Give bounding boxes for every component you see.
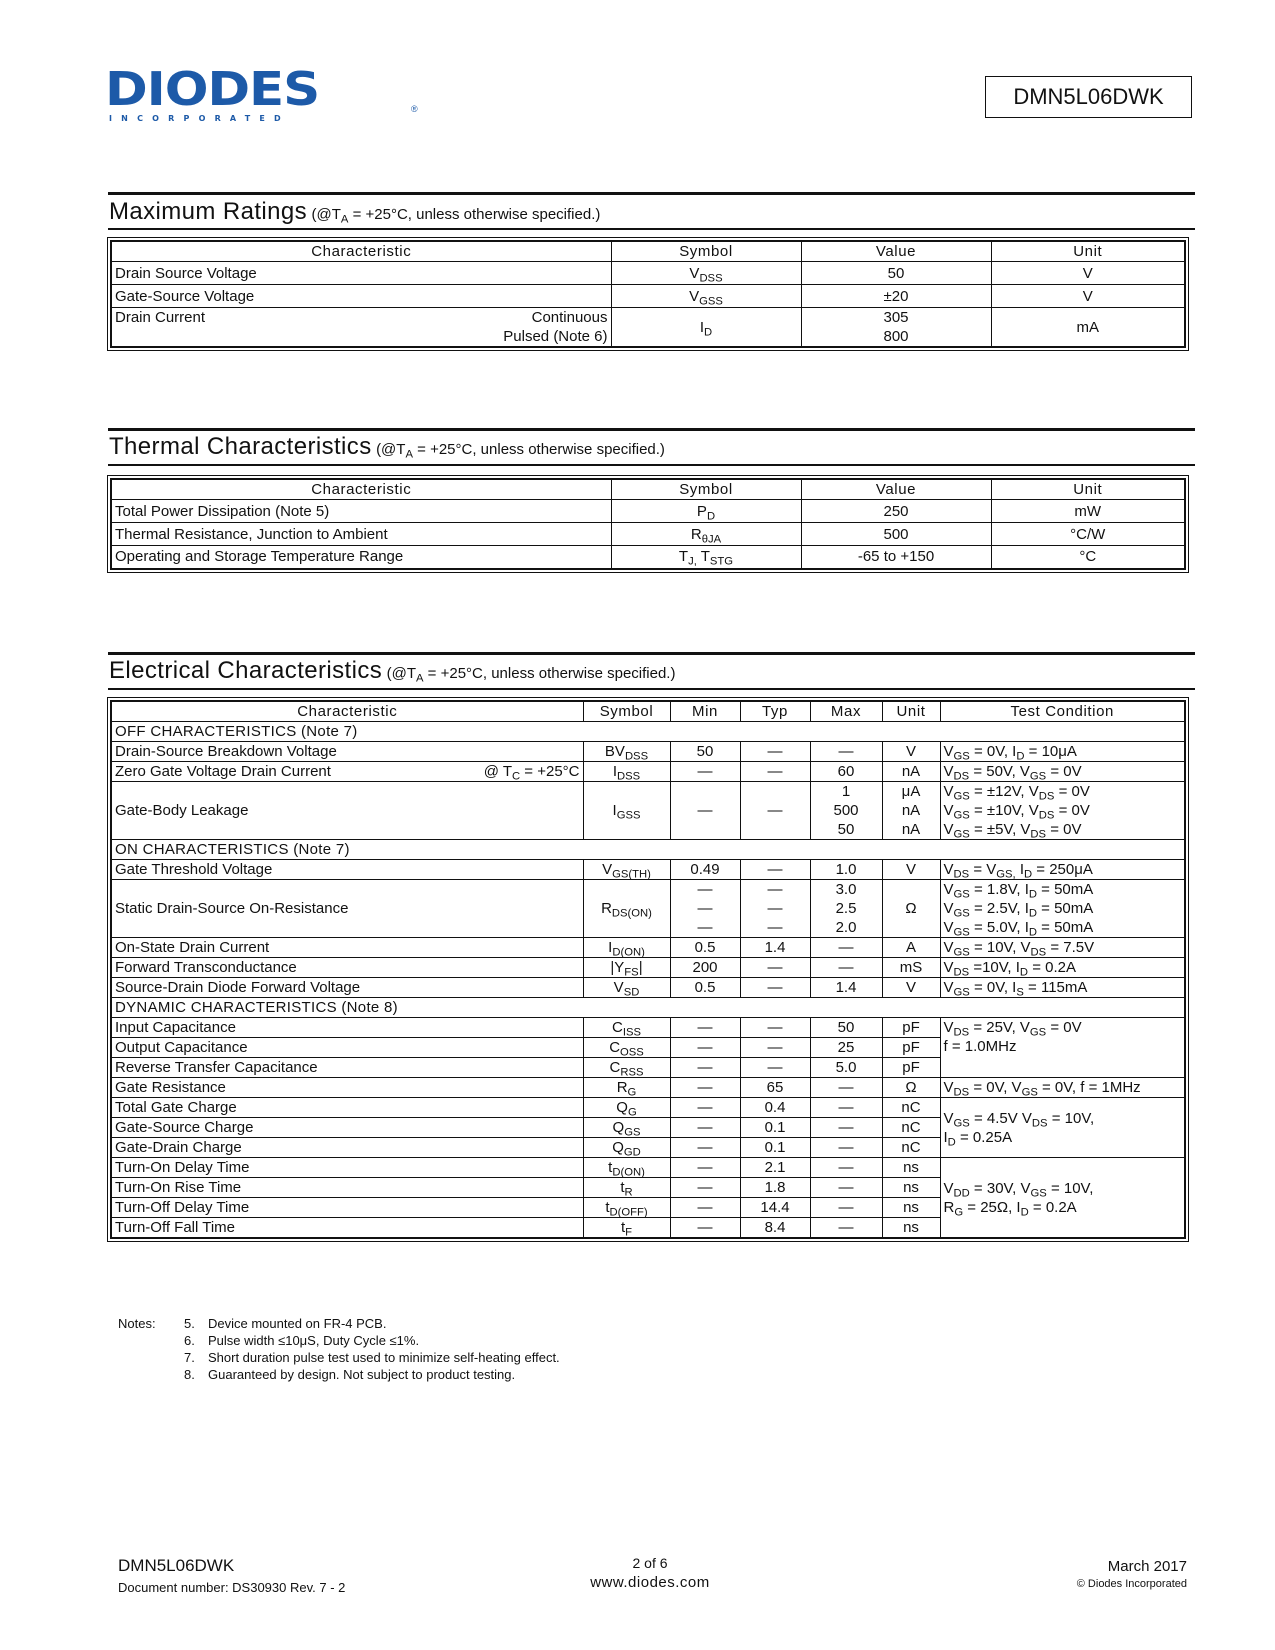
max-cell: — [810, 1178, 882, 1198]
test-condition-cell: $V_{GS} = 1.8V$, $I_D = 50mA$ $V_{GS} = 2.5V$, $I_D = 50mA$ $V_{GS} = 5.0V$, $I_D = 50mA$ [940, 880, 1185, 938]
typ-cell: — [740, 742, 810, 762]
unit-cell: mW [991, 500, 1185, 523]
col-header: Symbol [583, 701, 670, 722]
characteristic-cell: On-State Drain Current [111, 938, 583, 958]
max-cell: 1.4 [810, 978, 882, 998]
symbol-cell: $Q_{GD}$ [583, 1138, 670, 1158]
electrical-heading [109, 656, 675, 689]
col-header: Symbol [611, 479, 801, 500]
typ-cell: — [740, 860, 810, 880]
diodes-logo [105, 62, 418, 134]
symbol-cell: $t_{D(ON)}$ [583, 1158, 670, 1178]
unit-cell: Ω [882, 1078, 940, 1098]
col-header: Characteristic [111, 241, 611, 262]
unit-cell: ns [882, 1158, 940, 1178]
typ-cell: — [740, 782, 810, 840]
footer-date: March 2017 [1107, 1558, 1187, 1575]
characteristic-cell: Gate Threshold Voltage [111, 860, 583, 880]
unit-cell: V [991, 262, 1185, 285]
min-cell: — [670, 1098, 740, 1118]
col-header: Unit [991, 479, 1185, 500]
unit-cell: V [882, 742, 940, 762]
col-header: Unit [882, 701, 940, 722]
symbol-cell: $Q_G$ [583, 1098, 670, 1118]
max-cell: — [810, 1198, 882, 1218]
min-cell: 50 [670, 742, 740, 762]
symbol-cell: $C_{ISS}$ [583, 1018, 670, 1038]
col-header: Max [810, 701, 882, 722]
test-condition-cell: $V_{GS} = 0V$, $I_S = 115mA$ [940, 978, 1185, 998]
characteristic-cell: Input Capacitance [111, 1018, 583, 1038]
symbol-cell: $|Y_{FS}|$ [583, 958, 670, 978]
max-cell: 60 [810, 762, 882, 782]
max-ratings-title: Maximum Ratings [109, 198, 308, 225]
characteristic-cell: Turn-Off Fall Time [111, 1218, 583, 1239]
min-cell: — [670, 1038, 740, 1058]
min-cell: 0.5 [670, 938, 740, 958]
typ-cell: — [740, 1038, 810, 1058]
value-cell: 500 [801, 523, 991, 546]
registered-mark-icon: ® [411, 104, 418, 114]
characteristic-cell: Gate-Source Charge [111, 1118, 583, 1138]
section-rule [108, 652, 1195, 655]
characteristic-cell: Static Drain-Source On-Resistance [111, 880, 583, 938]
thermal-title: Thermal Characteristics [109, 433, 372, 460]
characteristic-cell: Total Gate Charge [111, 1098, 583, 1118]
footer-document-number: Document number: DS30930 Rev. 7 - 2 [118, 1580, 346, 1595]
col-header: Characteristic [111, 479, 611, 500]
min-cell: — [670, 1138, 740, 1158]
characteristic-cell: Thermal Resistance, Junction to Ambient [111, 523, 611, 546]
max-cell: — [810, 938, 882, 958]
col-header: Unit [991, 241, 1185, 262]
symbol-cell: $BV_{DSS}$ [583, 742, 670, 762]
electrical-title: Electrical Characteristics [109, 657, 383, 684]
table-row [111, 742, 1185, 762]
table-row [111, 523, 1185, 546]
notes-list [184, 1315, 560, 1383]
typ-cell: 14.4 [740, 1198, 810, 1218]
symbol-cell: $C_{RSS}$ [583, 1058, 670, 1078]
table-row [111, 938, 1185, 958]
max-cell: — [810, 958, 882, 978]
section-rule [108, 192, 1195, 195]
notes-label: Notes: [118, 1316, 156, 1331]
symbol-cell: $T_{J,}$ $T_{STG}$ [611, 546, 801, 569]
characteristic-cell: Total Power Dissipation (Note 5) [111, 500, 611, 523]
section-rule [108, 464, 1195, 466]
max-cell: 3.0 2.5 2.0 [810, 880, 882, 938]
note-item: 8. Guaranteed by design. Not subject to product testing. [184, 1367, 516, 1382]
max-cell: 25 [810, 1038, 882, 1058]
symbol-cell: $P_D$ [611, 500, 801, 523]
col-header: Value [801, 479, 991, 500]
note-item: 7. Short duration pulse test used to minimize self-heating effect. [184, 1350, 560, 1365]
typ-cell: 2.1 [740, 1158, 810, 1178]
unit-cell: mS [882, 958, 940, 978]
table-header-row [111, 241, 1185, 262]
unit-cell: pF [882, 1018, 940, 1038]
col-header: Min [670, 701, 740, 722]
max-cell: — [810, 1138, 882, 1158]
max-ratings-heading [109, 197, 600, 230]
logo-subtitle: INCORPORATED [109, 114, 290, 123]
note-item: 5. Device mounted on FR-4 PCB. [184, 1316, 387, 1331]
characteristic-cell: Drain Source Voltage [111, 262, 611, 285]
max-cell: 50 [810, 1018, 882, 1038]
test-condition-cell: $V_{DS} = 0V$, $V_{GS} = 0V$, f = 1MHz [940, 1078, 1185, 1098]
typ-cell: 8.4 [740, 1218, 810, 1239]
thermal-table [110, 478, 1186, 570]
table-header-row [111, 701, 1185, 722]
symbol-cell: $R_G$ [583, 1078, 670, 1098]
characteristic-cell: Turn-On Rise Time [111, 1178, 583, 1198]
unit-cell: V [882, 860, 940, 880]
max-cell: — [810, 742, 882, 762]
unit-cell: °C [991, 546, 1185, 569]
footer-part-number: DMN5L06DWK [118, 1556, 235, 1575]
table-row [111, 546, 1185, 569]
unit-cell: ns [882, 1178, 940, 1198]
min-cell: 0.49 [670, 860, 740, 880]
symbol-cell: $V_{DSS}$ [611, 262, 801, 285]
test-condition-cell: $V_{GS} = \pm 12V$, $V_{DS} = 0V$ $V_{GS} = \pm 10V$, $V_{DS} = 0V$ $V_{GS} = \pm 5V$, $V_{DS} = 0V$ [940, 782, 1185, 840]
category-row [111, 840, 1185, 860]
characteristic-cell: Turn-On Delay Time [111, 1158, 583, 1178]
value-cell: ±20 [801, 285, 991, 308]
logo-wordmark: DIODES [105, 62, 320, 116]
max-ratings-table [110, 240, 1186, 348]
value-cell: 50 [801, 262, 991, 285]
min-cell: — — — [670, 880, 740, 938]
test-condition-cell: $V_{DD} = 30V$, $V_{GS} = 10V$, $R_G = 25\Omega$, $I_D = 0.2A$ [940, 1158, 1185, 1239]
table-row [111, 880, 1185, 938]
value-cell: -65 to +150 [801, 546, 991, 569]
min-cell: — [670, 1118, 740, 1138]
symbol-cell: $R_{DS(ON)}$ [583, 880, 670, 938]
category-row [111, 998, 1185, 1018]
characteristic-cell: Forward Transconductance [111, 958, 583, 978]
typ-cell: 0.4 [740, 1098, 810, 1118]
characteristic-cell: Gate Resistance [111, 1078, 583, 1098]
typ-cell: — [740, 1058, 810, 1078]
characteristic-cell: Gate-Body Leakage [111, 782, 583, 840]
unit-cell: nC [882, 1118, 940, 1138]
symbol-cell: $I_{DSS}$ [583, 762, 670, 782]
table-row [111, 500, 1185, 523]
value-cell: 250 [801, 500, 991, 523]
characteristic-cell: Reverse Transfer Capacitance [111, 1058, 583, 1078]
typ-cell: 1.4 [740, 938, 810, 958]
table-row [111, 262, 1185, 285]
characteristic-cell: Operating and Storage Temperature Range [111, 546, 611, 569]
symbol-cell: $I_{D(ON)}$ [583, 938, 670, 958]
symbol-cell: $V_{GSS}$ [611, 285, 801, 308]
symbol-cell: $V_{GS(TH)}$ [583, 860, 670, 880]
table-row [111, 762, 1185, 782]
max-cell: 5.0 [810, 1058, 882, 1078]
symbol-cell: $I_D$ [611, 308, 801, 348]
part-number-box: DMN5L06DWK [985, 76, 1192, 118]
min-cell: — [670, 782, 740, 840]
table-header-row [111, 479, 1185, 500]
col-header: Test Condition [940, 701, 1185, 722]
table-row [111, 308, 1185, 348]
dynamic-characteristics-label: DYNAMIC CHARACTERISTICS (Note 8) [111, 998, 1185, 1018]
footer-website-link[interactable]: www.diodes.com [590, 1574, 710, 1591]
test-condition-cell: $V_{GS} = 4.5V$ $V_{DS} = 10V$, $I_D = 0.25A$ [940, 1098, 1185, 1158]
thermal-condition: ($@T_A = +25^\circ C$, unless otherwise specified.) [376, 441, 665, 461]
min-cell: — [670, 1018, 740, 1038]
table-row [111, 1078, 1185, 1098]
unit-cell: pF [882, 1058, 940, 1078]
symbol-cell: $Q_{GS}$ [583, 1118, 670, 1138]
off-characteristics-label: OFF CHARACTERISTICS (Note 7) [111, 722, 1185, 742]
max-cell: — [810, 1078, 882, 1098]
typ-cell: 1.8 [740, 1178, 810, 1198]
col-header: Typ [740, 701, 810, 722]
symbol-cell: $R_{\theta JA}$ [611, 523, 801, 546]
typ-cell: — — — [740, 880, 810, 938]
footer-copyright: © Diodes Incorporated [1076, 1578, 1187, 1590]
min-cell: — [670, 1058, 740, 1078]
unit-cell: V [991, 285, 1185, 308]
min-cell: — [670, 1078, 740, 1098]
col-header: Symbol [611, 241, 801, 262]
on-characteristics-label: ON CHARACTERISTICS (Note 7) [111, 840, 1185, 860]
characteristic-cell: Turn-Off Delay Time [111, 1198, 583, 1218]
typ-cell: — [740, 1018, 810, 1038]
characteristic-cell: Source-Drain Diode Forward Voltage [111, 978, 583, 998]
test-condition-cell: $V_{DS} =10V$, $I_D = 0.2A$ [940, 958, 1185, 978]
symbol-cell: $C_{OSS}$ [583, 1038, 670, 1058]
unit-cell: Ω [882, 880, 940, 938]
table-row [111, 782, 1185, 840]
col-header: Value [801, 241, 991, 262]
characteristic-cell: Zero Gate Voltage Drain Current @ $T_C = +25^\circ C$ [111, 762, 583, 782]
characteristic-cell: Output Capacitance [111, 1038, 583, 1058]
electrical-condition: ($@T_A = +25^\circ C$, unless otherwise specified.) [386, 665, 676, 685]
category-row [111, 722, 1185, 742]
symbol-cell: $t_F$ [583, 1218, 670, 1239]
max-cell: 1.0 [810, 860, 882, 880]
note-item: 6. Pulse width ≤10μS, Duty Cycle ≤1%. [184, 1333, 420, 1348]
test-condition-cell: $V_{GS} = 0V$, $I_D = 10\mu A$ [940, 742, 1185, 762]
typ-cell: 0.1 [740, 1118, 810, 1138]
unit-cell: A [882, 938, 940, 958]
max-cell: 1 500 50 [810, 782, 882, 840]
unit-cell: nC [882, 1098, 940, 1118]
characteristic-cell: Gate-Source Voltage [111, 285, 611, 308]
footer-page-number: 2 of 6 [632, 1555, 668, 1571]
unit-cell: V [882, 978, 940, 998]
unit-cell: pF [882, 1038, 940, 1058]
table-row [111, 1098, 1185, 1118]
min-cell: — [670, 1178, 740, 1198]
unit-cell: nC [882, 1138, 940, 1158]
typ-cell: — [740, 978, 810, 998]
table-row [111, 1018, 1185, 1038]
col-header: Characteristic [111, 701, 583, 722]
typ-cell: 0.1 [740, 1138, 810, 1158]
test-condition-cell: $V_{GS} = 10V$, $V_{DS} = 7.5V$ [940, 938, 1185, 958]
max-cell: — [810, 1158, 882, 1178]
max-cell: — [810, 1098, 882, 1118]
min-cell: — [670, 762, 740, 782]
value-cell: 305 800 [801, 308, 991, 348]
unit-cell: nA [882, 762, 940, 782]
test-condition-cell: $V_{DS} = 50V$, $V_{GS} = 0V$ [940, 762, 1185, 782]
typ-cell: — [740, 958, 810, 978]
test-condition-cell: $V_{DS} = V_{GS,}$ $I_D = 250\mu A$ [940, 860, 1185, 880]
max-cell: — [810, 1218, 882, 1239]
typ-cell: — [740, 762, 810, 782]
thermal-heading [109, 432, 665, 465]
characteristic-cell: Gate-Drain Charge [111, 1138, 583, 1158]
unit-cell: ns [882, 1198, 940, 1218]
test-condition-cell: $V_{DS} = 25V$, $V_{GS} = 0V$ f = 1.0MHz [940, 1018, 1185, 1078]
unit-cell: ns [882, 1218, 940, 1239]
table-row [111, 958, 1185, 978]
table-row [111, 1158, 1185, 1178]
max-ratings-condition: ($@T_A = +25^\circ C$, unless otherwise specified.) [311, 206, 601, 226]
symbol-cell: $t_{D(OFF)}$ [583, 1198, 670, 1218]
unit-cell: mA [991, 308, 1185, 348]
section-rule [108, 688, 1195, 690]
characteristic-cell: Drain Current Continuous Pulsed (Note 6) [111, 308, 611, 348]
typ-cell: 65 [740, 1078, 810, 1098]
min-cell: — [670, 1218, 740, 1239]
electrical-table [110, 700, 1186, 1239]
max-cell: — [810, 1118, 882, 1138]
table-row [111, 285, 1185, 308]
min-cell: 200 [670, 958, 740, 978]
min-cell: — [670, 1158, 740, 1178]
table-row [111, 860, 1185, 880]
table-row [111, 978, 1185, 998]
min-cell: 0.5 [670, 978, 740, 998]
symbol-cell: $V_{SD}$ [583, 978, 670, 998]
section-rule [108, 428, 1195, 431]
unit-cell: °C/W [991, 523, 1185, 546]
characteristic-cell: Drain-Source Breakdown Voltage [111, 742, 583, 762]
section-rule [108, 228, 1195, 230]
min-cell: — [670, 1198, 740, 1218]
symbol-cell: $I_{GSS}$ [583, 782, 670, 840]
unit-cell: μA nA nA [882, 782, 940, 840]
symbol-cell: $t_R$ [583, 1178, 670, 1198]
